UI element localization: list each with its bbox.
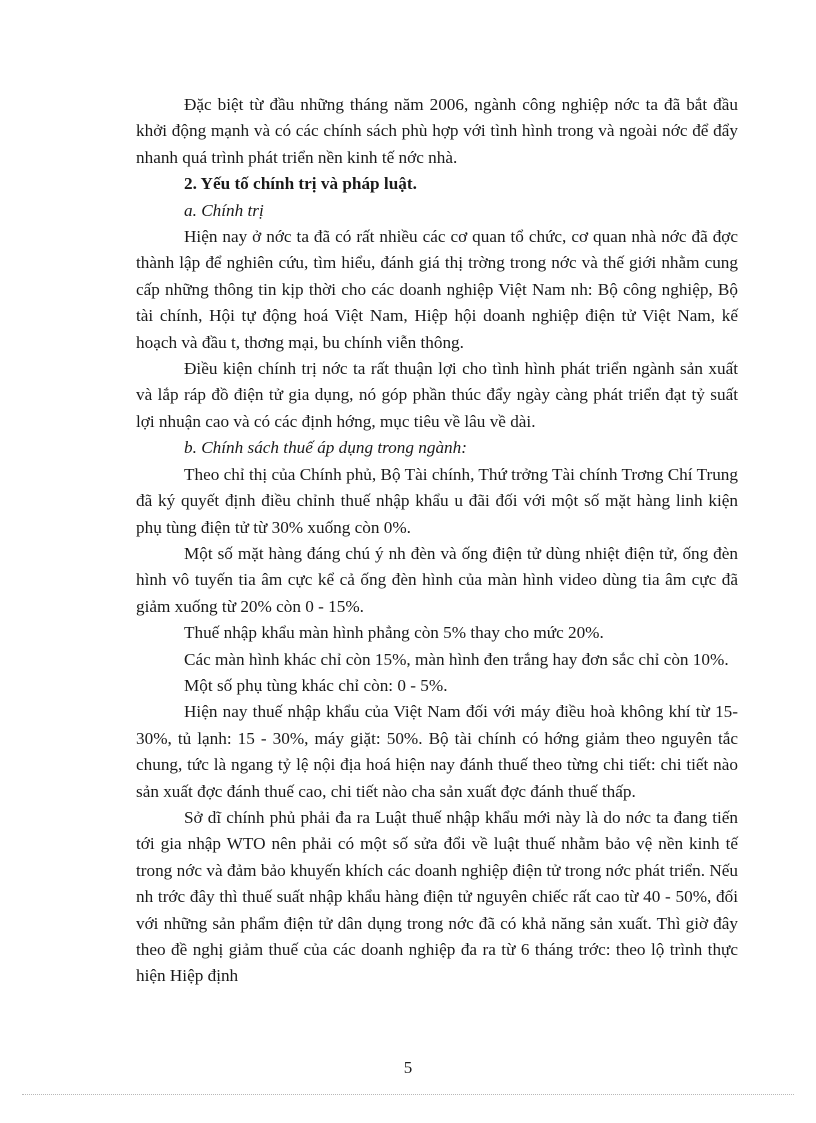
paragraph-electronics-industry-2006: Đặc biệt từ đầu những tháng năm 2006, ngành công nghiệp nớc ta đã bắt đầu khởi động mạnh và có các chính sách phù hợp với tình hình trong và ngoài nớc để đẩy nhanh quá trình phát triển nền kinh tế nớc nhà. bbox=[136, 95, 738, 167]
section-heading-politics-law: 2. Yếu tố chính trị và pháp luật. bbox=[184, 174, 417, 194]
paragraph-tax-decision: Theo chỉ thị của Chính phủ, Bộ Tài chính, Thứ trởng Tài chính Trơng Chí Trung đã ký quyết định điều chỉnh thuế nhập khẩu u đãi đối với một số mặt hàng linh kiện phụ tùng điện tử từ 30% xuống còn 0%. bbox=[136, 464, 738, 537]
page-number: 5 bbox=[403, 1058, 413, 1077]
subheading-politics: a. Chính trị bbox=[184, 200, 264, 220]
paragraph-flat-screen-tax: Thuế nhập khẩu màn hình phẳng còn 5% thay cho mức 20%. bbox=[184, 623, 604, 643]
paragraph-other-screens-tax: Các màn hình khác chỉ còn 15%, màn hình đen trắng hay đơn sắc chỉ còn 10%. bbox=[184, 649, 729, 669]
paragraph-appliance-tax: Hiện nay thuế nhập khẩu của Việt Nam đối với máy điều hoà không khí từ 15- 30%, tủ lạnh: 15 - 30%, máy giặt: 50%. Bộ tài chính có hớng giảm theo nguyên tắc chung, tức là ngang tỷ lệ nội địa hoá hiện nay đánh thuế theo từng chi tiết: chi tiết nào sản xuất đợc đánh thuế cao, chi tiết nào cha sản xuất đợc đánh thuế thấp. bbox=[136, 702, 738, 801]
paragraph-government-agencies: Hiện nay ở nớc ta đã có rất nhiều các cơ quan tổ chức, cơ quan nhà nớc đã đợc thành lập để nghiên cứu, tìm hiểu, đánh giá thị trờng trong nớc và thế giới nhằm cung cấp những thông tin kịp thời cho các doanh nghiệp Việt Nam nh: Bộ công nghiệp, Bộ tài chính, Hội tự động hoá Việt Nam, Hiệp hội doanh nghiệp điện tử Việt Nam, kế hoạch và đầu t, thơng mại, bu chính viễn thông. bbox=[136, 227, 738, 352]
page-bottom-divider bbox=[22, 1094, 794, 1095]
paragraph-political-conditions: Điều kiện chính trị nớc ta rất thuận lợi cho tình hình phát triển ngành sản xuất và lắp ráp đồ điện tử gia dụng, nó góp phần thúc đẩy ngày càng phát triển đạt tỷ suất lợi nhuận cao và có các định hớng, mục tiêu về lâu về dài. bbox=[136, 359, 738, 431]
paragraph-wto-reason: Sở dĩ chính phủ phải đa ra Luật thuế nhập khẩu mới này là do nớc ta đang tiến tới gia nhập WTO nên phải có một số sửa đổi về luật thuế nhằm bảo vệ nền kinh tế trong nớc và đảm bảo khuyến khích các doanh nghiệp điện tử trong nớc phát triển. Nếu nh trớc đây thì thuế suất nhập khẩu hàng điện tử nguyên chiếc rất cao từ 40 - 50%, đối với những sản phẩm điện tử dân dụng trong nớc đã có khả năng sản xuất. Thì giờ đây theo đề nghị giảm thuế của các doanh nghiệp đa ra từ 6 tháng trớc: theo lộ trình thực hiện Hiệp định bbox=[136, 807, 738, 986]
paragraph-tube-items: Một số mặt hàng đáng chú ý nh đèn và ống điện tử dùng nhiệt điện tử, ống đèn hình vô tuyến tia âm cực kể cả ống đèn hình của màn hình video dùng tia âm cực đã giảm xuống từ 20% còn 0 - 15%. bbox=[136, 543, 738, 616]
subheading-tax-policy: b. Chính sách thuế áp dụng trong ngành: bbox=[184, 438, 467, 458]
paragraph-spare-parts-tax: Một số phụ tùng khác chỉ còn: 0 - 5%. bbox=[184, 675, 448, 695]
document-body bbox=[136, 92, 738, 990]
